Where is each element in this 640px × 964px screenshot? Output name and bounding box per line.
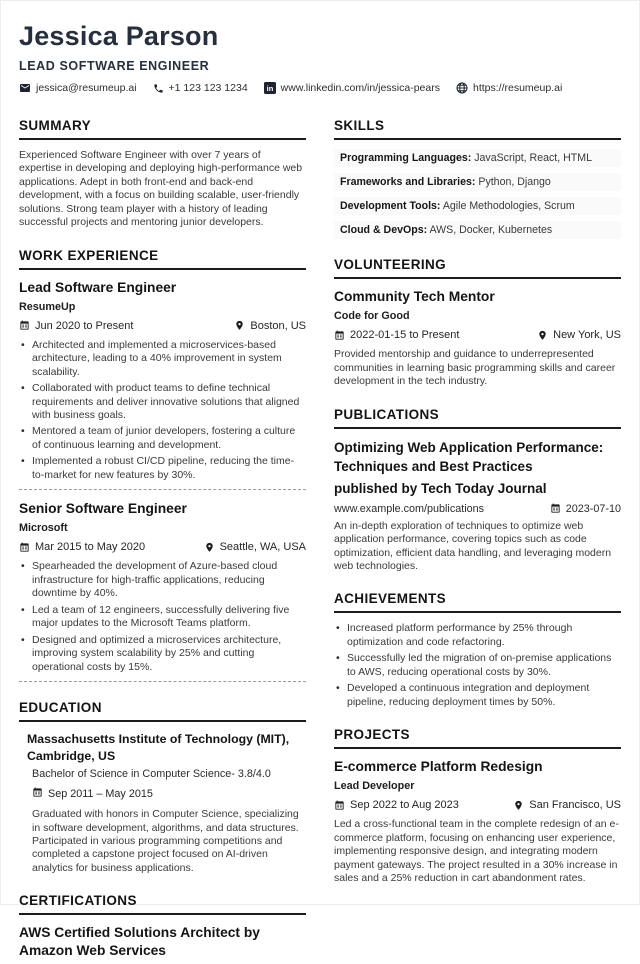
education-dates: Sep 2011 – May 2015 (32, 787, 306, 801)
dashed-divider (19, 681, 306, 682)
job-entry (19, 279, 306, 491)
section-certifications (19, 893, 306, 958)
calendar-icon (32, 787, 43, 801)
job-bullet: • Spearheaded the development of Azure-based cloud infrastructure for high-traffic applications, reducing downtime by 40%. (19, 560, 306, 600)
section-work-experience (19, 248, 306, 682)
section-summary (19, 118, 306, 230)
projects-heading: PROJECTS (334, 727, 621, 749)
achievement-bullets (334, 622, 621, 709)
section-projects (334, 727, 621, 885)
contact-row (19, 82, 621, 94)
publication-description: An in-depth exploration of techniques to optimize web application performance, covering topics such as code optimization, efficient data handling, and leveraging modern web technologies. (334, 519, 612, 572)
job-bullets (19, 339, 306, 482)
location-pin-icon (513, 800, 524, 811)
job-dates: Jun 2020 to Present (19, 320, 133, 332)
job-entry (19, 500, 306, 682)
calendar-icon (334, 330, 345, 341)
globe-icon (456, 82, 468, 94)
dashed-divider (19, 489, 306, 490)
location-pin-icon (537, 330, 548, 341)
location-pin-icon (204, 542, 215, 553)
education-heading: EDUCATION (19, 700, 306, 722)
job-bullet: • Architected and implemented a microservices-based architecture, leading to a 40% improvement in system scalability. (19, 339, 306, 379)
job-bullet: • Collaborated with product teams to define technical requirements and deliver innovative solutions that aligned with business goals. (19, 382, 306, 422)
volunteering-title: Community Tech Mentor (334, 289, 495, 304)
skill-label: Cloud & DevOps: (340, 224, 428, 236)
phone-link[interactable]: +1 123 123 1234 (153, 82, 248, 94)
skill-row (334, 197, 621, 215)
skill-row (334, 221, 621, 239)
linkedin-link[interactable]: in www.linkedin.com/in/jessica-pears (264, 82, 440, 94)
person-name: Jessica Parson (19, 21, 219, 51)
achievement-bullet: • Successfully led the migration of on-premise applications to AWS, reducing operational costs by 30%. (334, 652, 621, 679)
skill-label: Programming Languages: (340, 152, 472, 164)
skill-value: Python, Django (478, 176, 551, 188)
skill-value: JavaScript, React, HTML (474, 152, 592, 164)
publication-title: Optimizing Web Application Performance: Techniques and Best Practices (334, 439, 604, 475)
work-heading: WORK EXPERIENCE (19, 248, 306, 270)
volunteering-org: Code for Good (334, 310, 410, 323)
email-link[interactable]: jessica@resumeup.ai (19, 82, 137, 94)
calendar-icon (334, 800, 345, 811)
project-role: Lead Developer (334, 780, 415, 793)
achievements-heading: ACHIEVEMENTS (334, 591, 621, 613)
certification-title: AWS Certified Solutions Architect by Amazon Web Services (19, 925, 260, 958)
volunteering-heading: VOLUNTEERING (334, 257, 621, 279)
skills-heading: SKILLS (334, 118, 621, 140)
svg-text:in: in (266, 84, 274, 93)
project-dates: Sep 2022 to Aug 2023 (334, 799, 459, 811)
skill-value: Agile Methodologies, Scrum (442, 200, 575, 212)
volunteering-dates: 2022-01-15 to Present (334, 329, 459, 341)
calendar-icon (19, 320, 30, 331)
job-title: Lead Software Engineer (19, 279, 177, 295)
job-bullet: • Led a team of 12 engineers, successfully delivering five major updates to the Microsoft Teams platform. (19, 604, 306, 631)
skill-label: Development Tools: (340, 200, 441, 212)
location-pin-icon (234, 320, 245, 331)
publication-url[interactable]: www.example.com/publications (334, 502, 485, 515)
job-company: ResumeUp (19, 300, 76, 313)
section-publications (334, 407, 621, 574)
section-skills (334, 118, 621, 239)
project-description: Led a cross-functional team in the complete redesign of an e-commerce platform, focusing on enhancing user experience, implementing responsive design, and integrating modern payment gateways. The project resulted in a 30% increase in sales and a 25% reduction in cart abandonment rates. (334, 818, 619, 885)
job-bullets (19, 560, 306, 674)
achievement-bullet: • Increased platform performance by 25% through optimization and code refactoring. (334, 622, 621, 649)
calendar-icon (550, 503, 561, 514)
education-degree: Bachelor of Science in Computer Science- 3.8/4.0 (32, 768, 271, 781)
skill-value: AWS, Docker, Kubernetes (429, 224, 553, 236)
publication-date: 2023-07-10 (550, 503, 621, 515)
phone-icon (153, 83, 164, 94)
achievement-bullet: • Developed a continuous integration and deployment pipeline, reducing deployment times by 50%. (334, 682, 621, 709)
publications-heading: PUBLICATIONS (334, 407, 621, 429)
skill-row (334, 149, 621, 167)
email-icon (19, 82, 31, 94)
right-column (334, 110, 621, 964)
job-dates: Mar 2015 to May 2020 (19, 541, 145, 553)
person-job-title: LEAD SOFTWARE ENGINEER (19, 59, 210, 73)
left-column (19, 110, 306, 964)
skill-row (334, 173, 621, 191)
job-bullet: • Mentored a team of junior developers, fostering a culture of continuous learning and development. (19, 425, 306, 452)
education-description: Graduated with honors in Computer Science, specializing in software development, algorithms, and data structures. Participated in various programming competitions and completed a capstone project focused on AI-driven analytics for business applications. (32, 808, 299, 874)
header (19, 21, 621, 94)
summary-heading: SUMMARY (19, 118, 306, 140)
project-title: E-commerce Platform Redesign (334, 759, 543, 775)
education-school: Massachusetts Institute of Technology (MIT), Cambridge, US (27, 731, 290, 763)
website-link[interactable]: https://resumeup.ai (456, 82, 562, 94)
project-location: San Francisco, US (513, 799, 621, 811)
skill-label: Frameworks and Libraries: (340, 176, 476, 188)
job-location: Boston, US (234, 320, 306, 332)
section-education (19, 700, 306, 875)
linkedin-icon (264, 82, 276, 94)
summary-text: Experienced Software Engineer with over 7 years of expertise in developing and deploying high-performance web applications. Adept in both front-end and back-end development, with a focus on building scalable, user-friendly solutions. Strong team player with a history of leading successful projects and mentoring junior developers. (19, 149, 303, 229)
volunteering-description: Provided mentorship and guidance to underrepresented communities in learning basic programming skills and career development in the tech industry. (334, 348, 616, 388)
volunteering-location: New York, US (537, 329, 621, 341)
job-bullet: • Implemented a robust CI/CD pipeline, reducing the time-to-market for new features by 30%. (19, 455, 306, 482)
calendar-icon (19, 542, 30, 553)
job-title: Senior Software Engineer (19, 501, 187, 517)
section-achievements (334, 591, 621, 709)
job-location: Seattle, WA, USA (204, 541, 306, 553)
job-bullet: • Designed and optimized a microservices architecture, improving system scalability by 25% and cutting operational costs by 15%. (19, 634, 306, 674)
section-volunteering (334, 257, 621, 389)
job-company: Microsoft (19, 522, 68, 535)
certifications-heading: CERTIFICATIONS (19, 893, 306, 915)
publication-publisher: published by Tech Today Journal (334, 480, 547, 496)
